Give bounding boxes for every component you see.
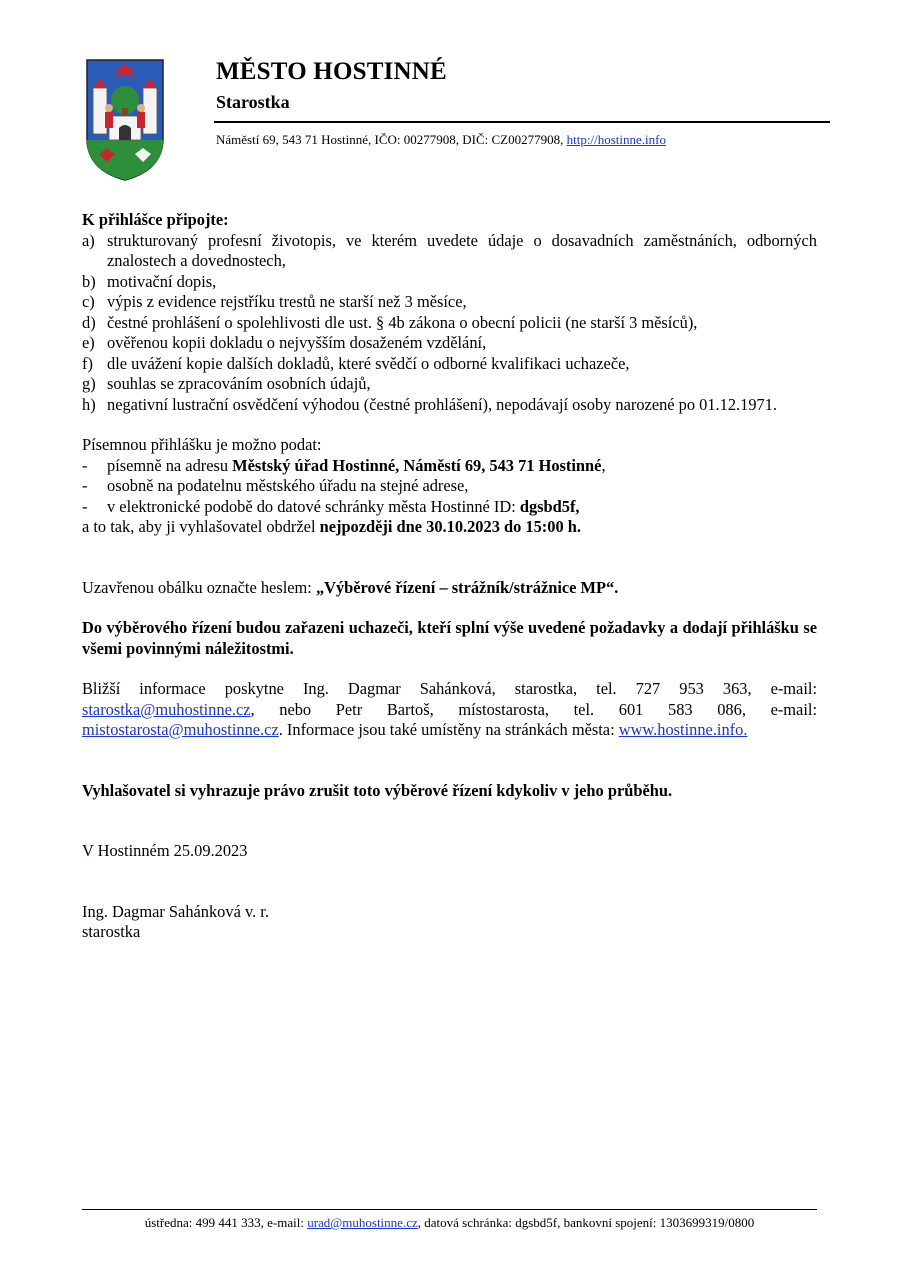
deadline-date: nejpozději dne 30.10.2023 do 15:00 h. [319, 517, 581, 536]
list-marker: h) [82, 394, 96, 414]
envelope-text: Uzavřenou obálku označte heslem: [82, 577, 316, 597]
list-item-text: negativní lustrační osvědčení výhodou (čestné prohlášení), nepodávají osoby narozené po 01.12.1971. [107, 394, 778, 414]
list-item-text: výpis z evidence rejstříku trestů ne starší než 3 měsíce, [107, 292, 467, 311]
list-marker: d) [82, 312, 96, 332]
header-address: Náměstí 69, 543 71 Hostinné, IČO: 00277908, DIČ: CZ00277908, [216, 132, 564, 147]
list-item [82, 354, 817, 375]
deputy-email-link[interactable]: mistostarosta@muhostinne.cz [82, 720, 279, 739]
list-item-text: písemně na adresu [107, 455, 233, 475]
list-item-text: motivační dopis, [107, 271, 217, 291]
city-name-title: MĚSTO HOSTINNÉ [216, 58, 447, 85]
contact-text: . Informace jsou také umístěny na stránkách města: [278, 720, 619, 739]
eligibility-notice: Do výběrového řízení budou zařazeni uchazeči, kteří splní výše uvedené požadavky a dodají přihlášku se všemi povinnými náležitostmi. [82, 618, 817, 658]
list-marker: c) [82, 292, 95, 311]
list-item-text: čestné prohlášení o spolehlivosti dle ust. § 4b zákona o obecní policii (ne starší 3 měsíců), [107, 312, 698, 332]
list-marker: e) [82, 333, 95, 352]
footer-contact-line [82, 1215, 817, 1231]
list-item [82, 497, 817, 518]
list-item-text: strukturovaný profesní životopis, ve kterém uvedete údaje o dosavadních zaměstnáních, odborných znalostech a dovednostech, [107, 230, 817, 270]
place-date: V Hostinném 25.09.2023 [82, 841, 248, 860]
envelope-keyword: „Výběrové řízení – strážník/strážnice MP“. [315, 577, 619, 597]
deadline-text: a to tak, aby ji vyhlašovatel obdržel [82, 517, 320, 536]
list-item-text: v elektronické podobě do datové schránky města Hostinné ID: [107, 496, 520, 516]
footer-text: , datová schránka: dgsbd5f, bankovní spojení: 1303699319/0800 [417, 1215, 755, 1230]
office-address: Městský úřad Hostinné, Náměstí 69, 543 71 Hostinné [232, 455, 602, 475]
list-item-text: ověřenou kopii dokladu o nejvyšším dosaženém vzdělání, [107, 333, 487, 352]
contact-text: , nebo Petr Bartoš, místostarosta, tel. 601 583 086, e-mail: [250, 699, 817, 719]
footer-text: ústředna: 499 441 333, e-mail: [144, 1215, 308, 1230]
footer-divider [82, 1209, 817, 1210]
header-divider [214, 121, 830, 123]
list-marker: f) [82, 353, 93, 373]
office-email-link[interactable]: urad@muhostinne.cz [307, 1215, 418, 1230]
mayor-email-link[interactable]: starostka@muhostinne.cz [82, 699, 251, 719]
header-web-link[interactable]: http://hostinne.info [566, 132, 666, 147]
list-item [82, 231, 817, 272]
reservation-notice: Vyhlašovatel si vyhrazuje právo zrušit toto výběrové řízení kdykoliv v jeho průběhu. [82, 780, 673, 800]
list-item-text: dle uvážení kopie dalších dokladů, které svědčí o odborné kvalifikaci uchazeče, [107, 353, 630, 373]
list-marker: - [82, 496, 88, 516]
list-item [82, 292, 817, 313]
header-address-line [216, 132, 666, 148]
data-box-id: dgsbd5f, [519, 496, 580, 516]
city-web-link[interactable]: www.hostinne.info. [618, 720, 748, 739]
attachments-heading: K přihlášce připojte: [82, 210, 229, 229]
submission-list [82, 456, 817, 518]
list-item [82, 456, 817, 477]
signature-name: Ing. Dagmar Sahánková v. r. [82, 901, 269, 921]
document-body [82, 210, 817, 943]
deadline-line [82, 517, 817, 538]
contact-paragraph [82, 679, 817, 741]
list-item [82, 374, 817, 395]
envelope-instruction [82, 578, 817, 599]
city-coat-of-arms-icon [85, 58, 165, 182]
contact-text: Bližší informace poskytne Ing. Dagmar Sahánková, starostka, tel. 727 953 363, e-mail: [82, 679, 817, 698]
list-item-text: souhlas se zpracováním osobních údajů, [107, 374, 371, 393]
list-marker: - [82, 476, 88, 495]
list-item [82, 272, 817, 293]
list-marker: - [82, 455, 88, 475]
submission-intro: Písemnou přihlášku je možno podat: [82, 435, 322, 454]
list-marker: a) [82, 230, 95, 250]
list-item [82, 395, 817, 416]
signature-role: starostka [82, 922, 141, 941]
list-item-text: osobně na podatelnu městského úřadu na stejné adrese, [107, 476, 469, 495]
list-item [82, 476, 817, 497]
office-subtitle: Starostka [216, 92, 290, 112]
list-item-text: , [601, 455, 606, 475]
attachments-list [82, 231, 817, 416]
list-item [82, 313, 817, 334]
list-marker: b) [82, 271, 96, 291]
list-marker: g) [82, 374, 96, 393]
list-item [82, 333, 817, 354]
